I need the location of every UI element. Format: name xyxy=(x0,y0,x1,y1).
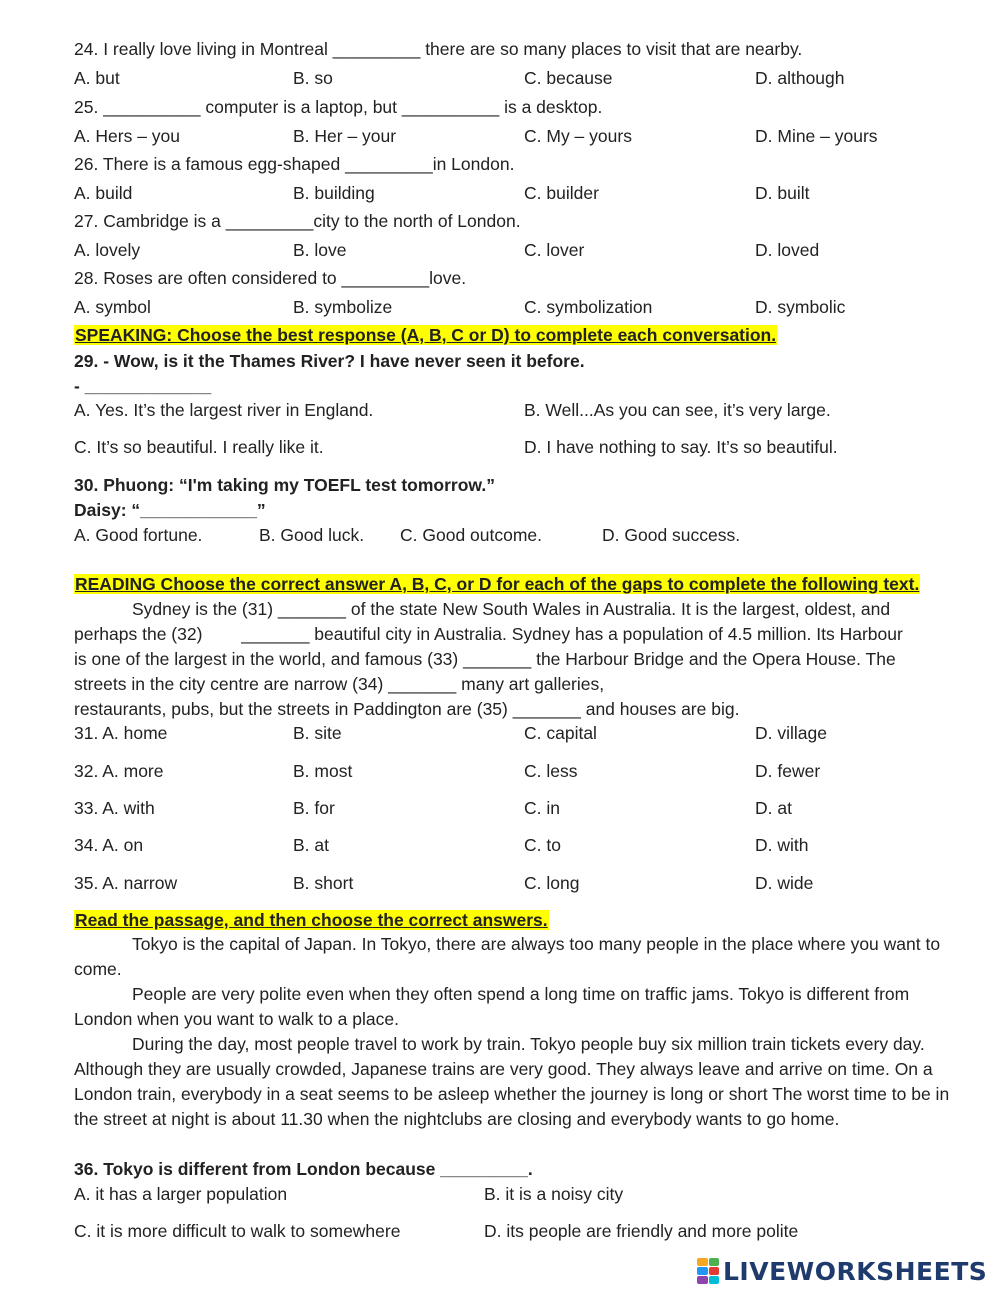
question-28: 28. Roses are often considered to _________love. xyxy=(74,268,467,288)
question-36: 36. Tokyo is different from London because _________. xyxy=(74,1159,533,1179)
options-25 xyxy=(74,125,954,147)
option-33-c[interactable]: C. in xyxy=(524,798,560,818)
reading-heading xyxy=(74,573,920,595)
options-30 xyxy=(74,524,954,546)
sydney-line-1: Sydney is the (31) _______ of the state New South Wales in Australia. It is the largest, oldest, and xyxy=(132,599,891,619)
option-24-b[interactable]: B. so xyxy=(293,68,333,88)
logo-tile xyxy=(709,1258,720,1266)
option-30-a[interactable]: A. Good fortune. xyxy=(74,525,203,545)
option-36-d[interactable]: D. its people are friendly and more polite xyxy=(484,1221,799,1241)
option-24-c[interactable]: C. because xyxy=(524,68,613,88)
options-26 xyxy=(74,182,954,204)
question-29-blank: - _____________ xyxy=(74,376,212,396)
option-33-b[interactable]: B. for xyxy=(293,798,335,818)
options-31 xyxy=(74,722,954,744)
sydney-line-4: streets in the city centre are narrow (34) _______ many art galleries, xyxy=(74,674,605,694)
logo-tile xyxy=(709,1276,720,1284)
option-34-a[interactable]: 34. A. on xyxy=(74,835,144,855)
option-31-b[interactable]: B. site xyxy=(293,723,342,743)
option-27-c[interactable]: C. lover xyxy=(524,240,585,260)
option-35-c[interactable]: C. long xyxy=(524,873,580,893)
option-25-d[interactable]: D. Mine – yours xyxy=(755,126,878,146)
logo-tile xyxy=(697,1267,708,1275)
options-36-row1 xyxy=(74,1183,954,1205)
logo-tile xyxy=(697,1276,708,1284)
options-29-row2 xyxy=(74,436,954,458)
option-28-c[interactable]: C. symbolization xyxy=(524,297,653,317)
sydney-line-2: perhaps the (32) _______ beautiful city in Australia. Sydney has a population of 4.5 million. Its Harbour xyxy=(74,624,903,644)
option-32-a[interactable]: 32. A. more xyxy=(74,761,164,781)
question-30-line2: Daisy: “____________” xyxy=(74,500,266,520)
option-26-c[interactable]: C. builder xyxy=(524,183,599,203)
option-36-b[interactable]: B. it is a noisy city xyxy=(484,1184,624,1204)
passage-heading-text: Read the passage, and then choose the correct answers. xyxy=(75,910,548,930)
options-29-row1 xyxy=(74,399,954,421)
option-25-a[interactable]: A. Hers – you xyxy=(74,126,181,146)
liveworksheets-brand-text: LIVEWORKSHEETS xyxy=(723,1256,988,1286)
options-27 xyxy=(74,239,954,261)
options-33 xyxy=(74,797,954,819)
options-28 xyxy=(74,296,954,318)
passage-heading xyxy=(74,909,549,931)
question-29: 29. - Wow, is it the Thames River? I have never seen it before. xyxy=(74,351,585,371)
options-35 xyxy=(74,872,954,894)
option-32-b[interactable]: B. most xyxy=(293,761,353,781)
logo-tile xyxy=(697,1258,708,1266)
option-33-a[interactable]: 33. A. with xyxy=(74,798,155,818)
sydney-line-3: is one of the largest in the world, and famous (33) _______ the Harbour Bridge and the Opera House. The xyxy=(74,649,896,669)
options-34 xyxy=(74,834,954,856)
reading-heading-text: READING Choose the correct answer A, B, C, or D for each of the gaps to complete the following text. xyxy=(75,574,920,594)
option-30-c[interactable]: C. Good outcome. xyxy=(400,525,543,545)
option-34-d[interactable]: D. with xyxy=(755,835,809,855)
option-27-d[interactable]: D. loved xyxy=(755,240,820,260)
option-32-c[interactable]: C. less xyxy=(524,761,578,781)
question-30-line1: 30. Phuong: “I'm taking my TOEFL test tomorrow.” xyxy=(74,475,495,495)
tokyo-paragraph-1: Tokyo is the capital of Japan. In Tokyo, there are always too many people in the place where you want to come. xyxy=(74,934,941,979)
option-35-d[interactable]: D. wide xyxy=(755,873,814,893)
option-36-c[interactable]: C. it is more difficult to walk to somewhere xyxy=(74,1221,401,1241)
option-31-a[interactable]: 31. A. home xyxy=(74,723,168,743)
speaking-heading-text: SPEAKING: Choose the best response (A, B, C or D) to complete each conversation. xyxy=(75,325,777,345)
option-31-d[interactable]: D. village xyxy=(755,723,827,743)
question-24: 24. I really love living in Montreal _________ there are so many places to visit that are nearby. xyxy=(74,39,803,59)
option-36-a[interactable]: A. it has a larger population xyxy=(74,1184,288,1204)
options-24 xyxy=(74,67,954,89)
option-29-a[interactable]: A. Yes. It’s the largest river in England. xyxy=(74,400,374,420)
speaking-heading xyxy=(74,324,777,346)
option-26-b[interactable]: B. building xyxy=(293,183,375,203)
options-32 xyxy=(74,760,954,782)
sydney-line-5: restaurants, pubs, but the streets in Paddington are (35) _______ and houses are big. xyxy=(74,699,740,719)
option-29-b[interactable]: B. Well...As you can see, it’s very large. xyxy=(524,400,831,420)
option-25-c[interactable]: C. My – yours xyxy=(524,126,632,146)
option-25-b[interactable]: B. Her – your xyxy=(293,126,397,146)
option-32-d[interactable]: D. fewer xyxy=(755,761,821,781)
option-27-a[interactable]: A. lovely xyxy=(74,240,141,260)
option-26-d[interactable]: D. built xyxy=(755,183,810,203)
option-30-d[interactable]: D. Good success. xyxy=(602,525,741,545)
option-28-a[interactable]: A. symbol xyxy=(74,297,151,317)
question-27: 27. Cambridge is a _________city to the north of London. xyxy=(74,211,521,231)
liveworksheets-logo xyxy=(697,1255,987,1287)
option-27-b[interactable]: B. love xyxy=(293,240,347,260)
option-24-a[interactable]: A. but xyxy=(74,68,120,88)
option-31-c[interactable]: C. capital xyxy=(524,723,597,743)
question-26: 26. There is a famous egg-shaped _________in London. xyxy=(74,154,515,174)
option-24-d[interactable]: D. although xyxy=(755,68,845,88)
option-28-d[interactable]: D. symbolic xyxy=(755,297,846,317)
liveworksheets-logo-icon xyxy=(697,1258,719,1284)
tokyo-paragraph-3: During the day, most people travel to work by train. Tokyo people buy six million train tickets every day. Although they are usually crowded, Japanese trains are very good. They always leave and arrive on time. On a London train, everybody in a seat seems to be asleep whether the journey is long or short The worst time to be in the street at night is about 11.30 when the nightclubs are closing and everybody wants to go home. xyxy=(74,1034,950,1129)
option-34-b[interactable]: B. at xyxy=(293,835,329,855)
option-29-c[interactable]: C. It’s so beautiful. I really like it. xyxy=(74,437,324,457)
option-35-a[interactable]: 35. A. narrow xyxy=(74,873,178,893)
option-29-d[interactable]: D. I have nothing to say. It’s so beautiful. xyxy=(524,437,838,457)
option-28-b[interactable]: B. symbolize xyxy=(293,297,393,317)
option-35-b[interactable]: B. short xyxy=(293,873,354,893)
option-30-b[interactable]: B. Good luck. xyxy=(259,525,365,545)
logo-tile xyxy=(709,1267,720,1275)
options-36-row2 xyxy=(74,1220,954,1242)
option-26-a[interactable]: A. build xyxy=(74,183,133,203)
option-33-d[interactable]: D. at xyxy=(755,798,792,818)
tokyo-paragraph-2: People are very polite even when they often spend a long time on traffic jams. Tokyo is different from London when you want to walk to a place. xyxy=(74,984,910,1029)
option-34-c[interactable]: C. to xyxy=(524,835,561,855)
question-25: 25. __________ computer is a laptop, but __________ is a desktop. xyxy=(74,97,603,117)
